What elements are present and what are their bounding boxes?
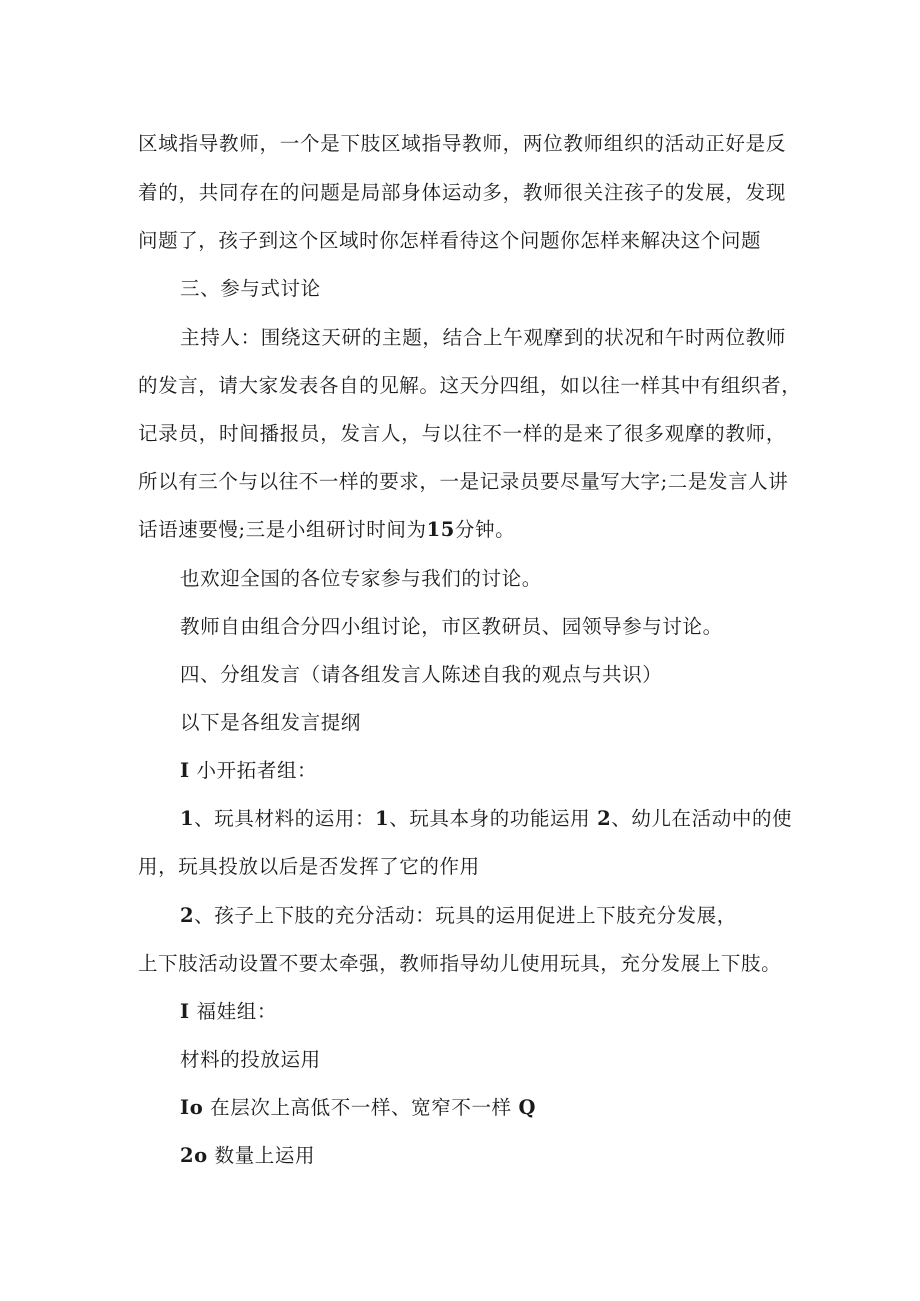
number: 1 bbox=[180, 807, 195, 830]
paragraph-line: 教师自由组合分四小组讨论，市区教研员、园领导参与讨论。 bbox=[180, 615, 723, 638]
number: 2 bbox=[180, 904, 195, 927]
paragraph-line: 记录员，时间播报员，发言人，与以往不一样的是来了很多观摩的教师， bbox=[138, 422, 786, 445]
list-item bbox=[180, 1140, 315, 1168]
group-marker: I bbox=[180, 759, 190, 782]
paragraph-line: 用，玩具投放以后是否发挥了它的作用 bbox=[138, 855, 480, 878]
text: 、孩子上下肢的充分活动：玩具的运用促进上下肢充分发展， bbox=[194, 904, 737, 927]
paragraph-line: 着的，共同存在的问题是局部身体运动多，教师很关注孩子的发展，发现 bbox=[138, 181, 786, 204]
number: 15 bbox=[426, 518, 455, 541]
list-item bbox=[180, 900, 737, 928]
number: 2 bbox=[597, 807, 612, 830]
number: 2o bbox=[180, 1144, 208, 1167]
number: 1 bbox=[375, 807, 390, 830]
text: 话语速要慢;三是小组研讨时间为 bbox=[138, 518, 427, 541]
number: Io bbox=[180, 1096, 204, 1119]
text: 分钟。 bbox=[454, 518, 516, 541]
text: 、幼儿在活动中的使 bbox=[611, 807, 793, 830]
text-end: Q bbox=[518, 1096, 537, 1119]
group-name: 小开拓者组： bbox=[196, 759, 318, 782]
list-item bbox=[180, 1092, 536, 1120]
paragraph-line: 上下肢活动设置不要太牵强，教师指导幼儿使用玩具，充分发展上下肢。 bbox=[138, 952, 782, 975]
section-heading: 四、分组发言（请各组发言人陈述自我的观点与共识） bbox=[180, 663, 663, 686]
paragraph-line: 所以有三个与以往不一样的要求，一是记录员要尽量写大字;二是发言人讲 bbox=[138, 470, 789, 493]
paragraph-line: 的发言，请大家发表各自的见解。这天分四组，如以往一样其中有组织者， bbox=[138, 374, 802, 397]
group-heading bbox=[180, 996, 277, 1024]
paragraph-line bbox=[138, 514, 515, 542]
paragraph-line: 问题了，孩子到这个区域时你怎样看待这个问题你怎样来解决这个问题 bbox=[138, 229, 762, 252]
text: 、玩具材料的运用： bbox=[194, 807, 376, 830]
text: 数量上运用 bbox=[214, 1144, 316, 1167]
group-marker: I bbox=[180, 1000, 190, 1023]
group-name: 福娃组： bbox=[196, 1000, 277, 1023]
paragraph-line: 材料的投放运用 bbox=[180, 1048, 321, 1071]
section-heading: 三、参与式讨论 bbox=[180, 277, 321, 300]
text: 在层次上高低不一样、宽窄不一样 bbox=[210, 1096, 512, 1119]
group-heading bbox=[180, 755, 317, 783]
paragraph-line: 以下是各组发言提纲 bbox=[180, 711, 361, 734]
paragraph-line: 主持人：围绕这天研的主题，结合上午观摩到的状况和午时两位教师 bbox=[180, 326, 786, 349]
list-item bbox=[180, 803, 793, 831]
paragraph-line: 区域指导教师，一个是下肢区域指导教师，两位教师组织的活动正好是反 bbox=[138, 132, 786, 155]
paragraph-line: 也欢迎全国的各位专家参与我们的讨论。 bbox=[180, 567, 542, 590]
text: 、玩具本身的功能运用 bbox=[389, 807, 591, 830]
